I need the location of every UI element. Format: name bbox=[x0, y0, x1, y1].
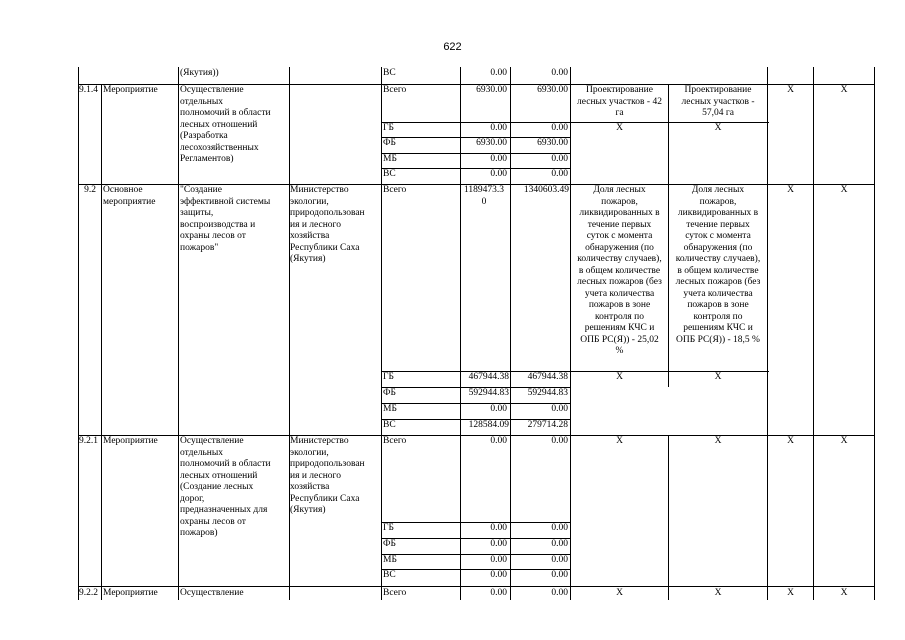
row-number: 9.1.4 bbox=[79, 85, 98, 95]
value-cell: 128584.09 bbox=[468, 420, 509, 430]
value-cell: 0.00 bbox=[490, 404, 507, 414]
budget-label: ФБ bbox=[383, 388, 396, 398]
budget-label: ВС bbox=[383, 169, 396, 179]
budget-label: МБ bbox=[383, 555, 397, 565]
indicator-x: Х bbox=[714, 123, 722, 133]
value-cell: 0.00 bbox=[490, 436, 507, 446]
budget-label: Всего bbox=[383, 588, 407, 598]
indicator-2019: Х bbox=[616, 588, 623, 598]
col-line bbox=[381, 67, 382, 600]
mark-x: Х bbox=[840, 588, 848, 598]
value-cell: 0.00 bbox=[490, 523, 507, 533]
budget-label: Всего bbox=[383, 436, 407, 446]
value-cell: 0.00 bbox=[551, 169, 568, 179]
value-cell: 6930.00 bbox=[537, 85, 568, 95]
mark-x: Х bbox=[840, 436, 848, 446]
value-cell: 467944.38 bbox=[527, 372, 568, 382]
col-line bbox=[178, 67, 179, 600]
value-cell: 0.00 bbox=[490, 154, 507, 164]
col-line bbox=[101, 84, 102, 600]
indicator-2019: Доля лесных пожаров, ликвидированных в течение первых суток с момента обнаружения (по количеству случаев), в общем количестве лесных пожаров (без учета количества пожаров в зоне контроля по решениям КЧС и ОПБ РС(Я)) - 25,02 % bbox=[577, 185, 662, 356]
budget-label: ВС bbox=[383, 570, 396, 580]
row-executor: Министерство экологии, природопользован ия и лесного хозяйства Республики Саха (Якутия) bbox=[290, 436, 365, 515]
indicator-2020: Проектирование лесных участков - 57,04 га bbox=[681, 85, 755, 118]
row-number: 9.2 bbox=[84, 185, 96, 195]
budget-label: ФБ bbox=[383, 539, 396, 549]
mark-x: Х bbox=[840, 85, 848, 95]
value-cell: 0.00 bbox=[551, 539, 568, 549]
row-type: Мероприятие bbox=[103, 85, 158, 95]
row-line bbox=[78, 586, 875, 587]
mark-x: Х bbox=[840, 185, 848, 195]
budget-label: ФБ bbox=[383, 138, 396, 148]
indicator-x: Х bbox=[714, 372, 722, 382]
row-type: Мероприятие bbox=[103, 588, 158, 598]
value-cell: 0.00 bbox=[490, 539, 507, 549]
row-text: (Якутия)) bbox=[180, 68, 219, 78]
value-cell: 279714.28 bbox=[527, 420, 568, 430]
value-cell: 0.00 bbox=[490, 169, 507, 179]
value-cell: 0.00 bbox=[551, 555, 568, 565]
page-number: 622 bbox=[443, 41, 462, 53]
value-cell: 0.00 bbox=[551, 523, 568, 533]
table-border-left bbox=[78, 67, 79, 600]
indicator-x: Х bbox=[616, 372, 623, 382]
value-cell: 0.00 bbox=[551, 123, 568, 133]
value-cell: 0.00 bbox=[490, 570, 507, 580]
indicator-2019: Х bbox=[616, 436, 623, 446]
budget-label: Всего bbox=[383, 185, 407, 195]
mark-x: Х bbox=[787, 588, 794, 598]
table-border-right bbox=[874, 67, 875, 600]
value-cell: 0.00 bbox=[490, 123, 507, 133]
indicator-x: Х bbox=[616, 123, 623, 133]
col-line bbox=[813, 67, 814, 600]
value-cell: 0.00 bbox=[551, 404, 568, 414]
row-text: "Создание эффективной системы защиты, воспроизводства и охраны лесов от пожаров" bbox=[180, 185, 271, 253]
indicator-2020: Х bbox=[714, 588, 722, 598]
row-type: Мероприятие bbox=[103, 436, 158, 446]
mark-x: Х bbox=[787, 436, 794, 446]
row-executor: Министерство экологии, природопользован ия и лесного хозяйства Республики Саха (Якутия) bbox=[290, 185, 365, 264]
indicator-2020: Доля лесных пожаров, ликвидированных в течение первых суток с момента обнаружения (по количеству случаев), в общем количестве лесных пожаров (без учета количества пожаров в зоне контроля по решениям КЧС и ОПБ РС(Я)) - 18,5 % bbox=[675, 185, 761, 345]
budget-label: ГБ bbox=[383, 123, 394, 133]
value-cell: 0.00 bbox=[551, 436, 568, 446]
budget-label: ГБ bbox=[383, 372, 394, 382]
row-type: Основное мероприятие bbox=[103, 185, 156, 207]
value-cell: 1189473.3 0 bbox=[463, 185, 505, 207]
value-cell: 6930.00 bbox=[476, 138, 507, 148]
value-cell: 1340603.49 bbox=[523, 185, 569, 195]
value-cell: 6930.00 bbox=[537, 138, 568, 148]
value-cell: 0.00 bbox=[551, 68, 568, 78]
budget-label: ВС bbox=[383, 420, 396, 430]
value-cell: 0.00 bbox=[551, 570, 568, 580]
row-number: 9.2.1 bbox=[79, 436, 98, 446]
row-text: Осуществление bbox=[180, 588, 244, 598]
value-cell: 0.00 bbox=[490, 68, 507, 78]
value-cell: 0.00 bbox=[551, 154, 568, 164]
budget-label: ГБ bbox=[383, 523, 394, 533]
budget-label: МБ bbox=[383, 404, 397, 414]
budget-label: МБ bbox=[383, 154, 397, 164]
value-cell: 0.00 bbox=[490, 588, 507, 598]
row-text: Осуществление отдельных полномочий в области лесных отношений (Разработка лесохозяйственных Регламентов) bbox=[180, 85, 271, 164]
value-cell: 6930.00 bbox=[476, 85, 507, 95]
value-cell: 0.00 bbox=[490, 555, 507, 565]
mark-x: Х bbox=[787, 185, 794, 195]
row-text: Осуществление отдельных полномочий в области лесных отношений (Создание лесных дорог, предназначенных для охраны лесов от пожаров) bbox=[180, 436, 271, 538]
value-cell: 0.00 bbox=[551, 588, 568, 598]
col-line bbox=[668, 435, 669, 600]
row-number: 9.2.2 bbox=[79, 588, 98, 598]
value-cell: 592944.83 bbox=[527, 388, 568, 398]
indicator-2019: Проектирование лесных участков - 42 га bbox=[577, 85, 662, 118]
col-line bbox=[289, 67, 290, 600]
mark-x: Х bbox=[787, 85, 794, 95]
value-cell: 467944.38 bbox=[468, 372, 509, 382]
indicator-2020: Х bbox=[714, 436, 722, 446]
budget-label: ВС bbox=[383, 68, 396, 78]
col-line bbox=[767, 67, 768, 600]
value-cell: 592944.83 bbox=[468, 388, 509, 398]
budget-label: Всего bbox=[383, 85, 407, 95]
